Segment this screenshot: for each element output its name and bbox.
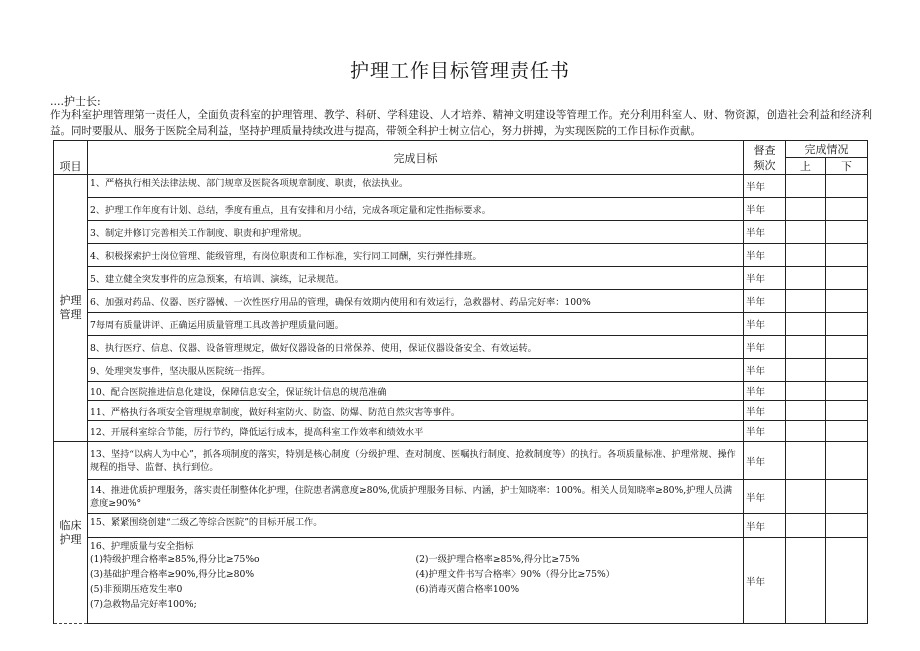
frequency-cell: 半年: [744, 421, 786, 442]
header-frequency-line1: 督查: [753, 143, 776, 157]
status-first-cell[interactable]: [786, 480, 826, 514]
goal-text: 3、制定并修订完善相关工作制度、职责和护理常规。: [88, 221, 744, 244]
indicator-item: (1)特级护理合格率≥85%,得分比≥75%o: [90, 554, 260, 565]
status-second-cell[interactable]: [826, 401, 868, 421]
category-nursing-management: 护理管理: [54, 175, 88, 442]
frequency-cell: 半年: [744, 382, 786, 401]
indicator-list: [90, 553, 741, 611]
status-first-cell[interactable]: [786, 221, 826, 244]
frequency-cell: 半年: [744, 359, 786, 382]
frequency-cell: 半年: [744, 267, 786, 290]
goals-table: [53, 140, 868, 624]
header-goal: 完成目标: [88, 141, 744, 175]
frequency-cell: 半年: [744, 244, 786, 267]
goal-row: [54, 421, 868, 442]
salutation: ....护士长:: [50, 95, 101, 108]
indicator-item: (3)基础护理合格率≥90%,得分比≥80%: [90, 569, 255, 580]
header-frequency-line2: 频次: [753, 158, 776, 172]
goal-row: [54, 359, 868, 382]
intro-paragraph: 作为科室护理管理第一责任人，全面负责科室的护理管理、教学、科研、学科建设、人才培养、精神文明建设等管理工作。充分利用科室人、财、物资源，创造社会利益和经济利益。同时要服从、服务于医院全局利益，坚持护理质量持续改进与提高，带领全科护士树立信心，努力拼搏，为实现医院的工作目标作贡献。: [50, 109, 872, 137]
frequency-cell: 半年: [744, 175, 786, 198]
header-status: 完成情况: [786, 141, 868, 158]
status-second-cell[interactable]: [826, 442, 868, 480]
goal-row: [54, 401, 868, 421]
goal-text: 4、积极探索护士岗位管理、能级管理，有岗位职责和工作标准，实行同工同酬，实行弹性排班。: [88, 244, 744, 267]
frequency-cell: 半年: [744, 514, 786, 538]
goal-row: [54, 175, 868, 198]
frequency-cell: 半年: [744, 313, 786, 336]
goal-text: 10、配合医院推进信息化建设，保障信息安全，保证统计信息的规范准确: [88, 382, 744, 401]
status-first-cell[interactable]: [786, 175, 826, 198]
status-second-cell[interactable]: [826, 267, 868, 290]
indicator-item: (5)非预期压疮发生率0: [90, 584, 183, 595]
status-first-cell[interactable]: [786, 401, 826, 421]
goal-text: 5、建立健全突发事件的应急预案，有培训、演练，记录规范。: [88, 267, 744, 290]
status-first-cell[interactable]: [786, 514, 826, 538]
goal-row: [54, 336, 868, 359]
indicator-item: (4)护理文件书写合格率〉90%（得分比≥75%）: [415, 569, 615, 580]
indicator-item: (7)急救物品完好率100%;: [90, 599, 197, 610]
goal-row: [54, 244, 868, 267]
goal-text: 8、执行医疗、信息、仪器、设备管理规定，做好仪器设备的日常保养、使用，保证仪器设备安全、有效运转。: [88, 336, 744, 359]
frequency-cell: 半年: [744, 336, 786, 359]
frequency-cell: 半年: [744, 221, 786, 244]
document-title: 护理工作目标管理责任书: [349, 60, 570, 82]
frequency-cell: 半年: [744, 538, 786, 624]
frequency-cell: 半年: [744, 198, 786, 221]
goal-row: [54, 313, 868, 336]
frequency-cell: 半年: [744, 401, 786, 421]
status-first-cell[interactable]: [786, 244, 826, 267]
indicator-item: (6)消毒灭菌合格率100%: [415, 584, 520, 595]
status-first-cell[interactable]: [786, 290, 826, 313]
goal-text: 12、开展科室综合节能，厉行节约，降低运行成本，提高科室工作效率和绩效水平: [88, 421, 744, 442]
status-first-cell[interactable]: [786, 538, 826, 624]
status-second-cell[interactable]: [826, 480, 868, 514]
status-first-cell[interactable]: [786, 382, 826, 401]
header-frequency: [744, 141, 786, 175]
goal-text: 11、严格执行各项安全管理规章制度，做好科室防火、防盗、防爆、防范自然灾害等事件。: [88, 401, 744, 421]
status-second-cell[interactable]: [826, 313, 868, 336]
goal-text: 1、严格执行相关法律法规、部门规章及医院各项规章制度、职责，依法执业。: [88, 175, 744, 198]
indicator-heading: 16、护理质量与安全指标: [90, 541, 194, 552]
goal-text: 7每周有质量讲评、正确运用质量管理工具改善护理质量问题。: [88, 313, 744, 336]
status-first-cell[interactable]: [786, 198, 826, 221]
goal-row: [54, 267, 868, 290]
goal-row: [54, 221, 868, 244]
goal-row: [54, 290, 868, 313]
status-second-cell[interactable]: [826, 382, 868, 401]
status-second-cell[interactable]: [826, 221, 868, 244]
header-first-half: 上: [786, 158, 826, 175]
indicator-block: [88, 538, 744, 624]
status-second-cell[interactable]: [826, 514, 868, 538]
goal-text: 2、护理工作年度有计划、总结，季度有重点，且有安排和月小结，完成各项定量和定性指标要求。: [88, 198, 744, 221]
goal-text: 13、坚持“以病人为中心”，抓各项制度的落实，特别是核心制度（分级护理、查对制度、医嘱执行制度、抢救制度等）的执行。各项质量标准、护理常规、操作规程的指导、监督、执行到位。: [88, 442, 744, 480]
goal-row: [54, 480, 868, 514]
goal-text: 6、加强对药品、仪器、医疗器械、一次性医疗用品的管理，确保有效期内使用和有效运行，急救器材、药品完好率：100%: [88, 290, 744, 313]
status-second-cell[interactable]: [826, 538, 868, 624]
status-second-cell[interactable]: [826, 290, 868, 313]
status-second-cell[interactable]: [826, 359, 868, 382]
header-item: 项目: [54, 141, 88, 175]
header-second-half: 下: [826, 158, 868, 175]
goal-row: [54, 442, 868, 480]
status-first-cell[interactable]: [786, 421, 826, 442]
frequency-cell: 半年: [744, 480, 786, 514]
status-second-cell[interactable]: [826, 244, 868, 267]
status-first-cell[interactable]: [786, 267, 826, 290]
status-first-cell[interactable]: [786, 442, 826, 480]
goal-row: [54, 514, 868, 538]
goal-row: [54, 382, 868, 401]
status-first-cell[interactable]: [786, 336, 826, 359]
goal-row: [54, 198, 868, 221]
status-second-cell[interactable]: [826, 336, 868, 359]
goal-text: 9、处理突发事件，坚决服从医院统一指挥。: [88, 359, 744, 382]
status-second-cell[interactable]: [826, 198, 868, 221]
indicator-row: [54, 538, 868, 624]
status-second-cell[interactable]: [826, 175, 868, 198]
frequency-cell: 半年: [744, 442, 786, 480]
status-first-cell[interactable]: [786, 359, 826, 382]
goal-text: 15、紧紧围绕创建“二级乙等综合医院”的目标开展工作。: [88, 514, 744, 538]
status-first-cell[interactable]: [786, 313, 826, 336]
goal-text: 14、推进优质护理服务，落实责任制整体化护理，住院患者满意度≥80%,优质护理服务目标、内涵，护士知晓率：100%。相关人员知晓率≥80%,护理人员满意度≥90%°: [88, 480, 744, 514]
indicator-item: (2)一级护理合格率≥85%,得分比≥75%: [415, 554, 580, 565]
category-clinical-nursing: 临床护理: [54, 442, 88, 624]
frequency-cell: 半年: [744, 290, 786, 313]
status-second-cell[interactable]: [826, 421, 868, 442]
